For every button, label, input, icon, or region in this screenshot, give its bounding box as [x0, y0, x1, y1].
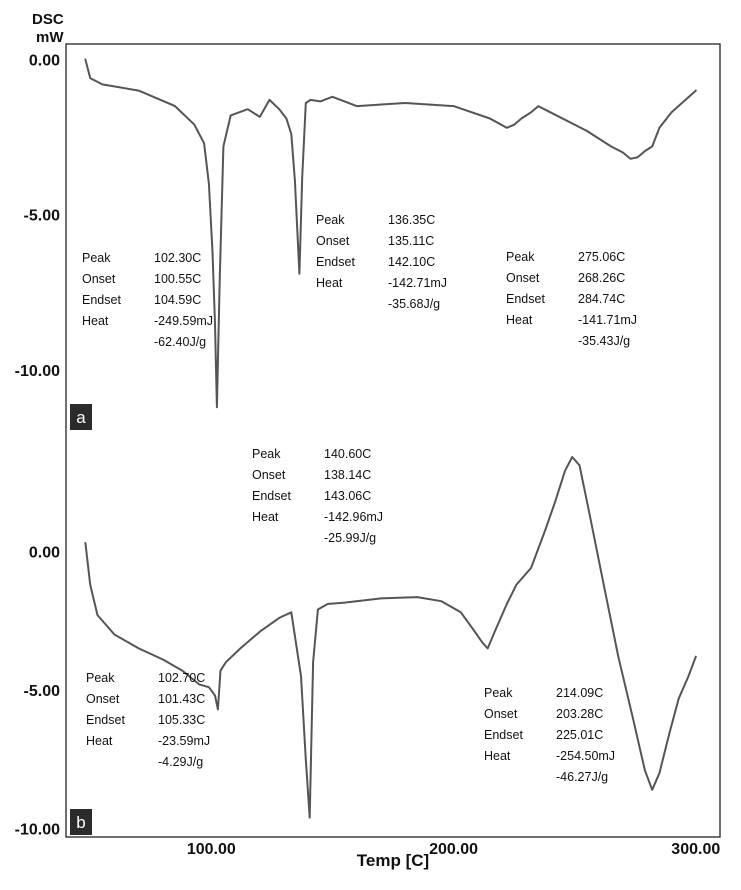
annotation-key: Endset [316, 255, 355, 269]
annotation-value: 102.70C [158, 671, 206, 685]
y-tick-label: -10.00 [14, 821, 60, 839]
annotation-value: -141.71mJ [578, 313, 638, 327]
annotation-value: 268.26C [578, 271, 626, 285]
annotation-key: Heat [506, 313, 533, 327]
annotation-key: Peak [316, 213, 345, 227]
annotation-value: -4.29J/g [158, 755, 204, 769]
annotation-key: Onset [82, 272, 116, 286]
annotation-key: Peak [506, 250, 535, 264]
annotation-key: Endset [484, 728, 523, 742]
annotation-key: Onset [506, 271, 540, 285]
annotation-value: -46.27J/g [556, 770, 609, 784]
y-tick-label: -5.00 [23, 682, 60, 700]
annotation-value: -25.99J/g [324, 531, 377, 545]
annotation-key: Heat [316, 276, 343, 290]
y-tick-label: 0.00 [28, 544, 60, 562]
annotation-value: -142.71mJ [388, 276, 448, 290]
annotation-value: 142.10C [388, 255, 436, 269]
annotation-key: Peak [86, 671, 115, 685]
annotation-value: 135.11C [388, 234, 435, 248]
annotation-value: 102.30C [154, 251, 202, 265]
panel-a [15, 53, 696, 430]
annotation-value: 104.59C [154, 293, 202, 307]
annotation-value: 105.33C [158, 713, 206, 727]
annotation-key: Onset [252, 468, 286, 482]
panel-badge-a [70, 404, 92, 430]
annotation-value: -62.40J/g [154, 335, 207, 349]
x-tick-labels [187, 841, 720, 858]
annotation-value: -249.59mJ [154, 314, 214, 328]
annotation-key: Peak [82, 251, 111, 265]
annotation-key: Endset [252, 489, 291, 503]
peak-annotation-a1 [82, 251, 213, 349]
panel-b [15, 447, 696, 839]
annotation-value: 136.35C [388, 213, 436, 227]
x-axis-title: Temp [C] [356, 851, 430, 870]
annotation-key: Onset [484, 707, 518, 721]
annotation-key: Onset [86, 692, 120, 706]
panel-badge-b [70, 809, 92, 835]
x-tick-label: 100.00 [186, 841, 236, 858]
annotation-key: Heat [86, 734, 113, 748]
x-tick-label: 200.00 [429, 841, 479, 858]
annotation-key: Onset [316, 234, 350, 248]
annotation-key: Endset [82, 293, 121, 307]
y-unit-bottom: mW [36, 29, 64, 46]
peak-annotation-b3 [484, 686, 615, 784]
annotation-value: 225.01C [556, 728, 604, 742]
annotation-key: Endset [86, 713, 125, 727]
x-tick-label: 300.00 [671, 841, 721, 858]
annotation-value: -142.96mJ [324, 510, 384, 524]
panel-badge-label: a [76, 408, 86, 427]
annotation-value: 140.60C [324, 447, 372, 461]
peak-annotation-a3 [506, 250, 637, 348]
annotation-key: Peak [252, 447, 281, 461]
annotation-value: 100.55C [154, 272, 202, 286]
annotation-value: 284.74C [578, 292, 626, 306]
annotation-value: 203.28C [556, 707, 604, 721]
annotation-value: 143.06C [324, 489, 372, 503]
annotation-key: Endset [506, 292, 545, 306]
annotation-value: -23.59mJ [158, 734, 211, 748]
annotation-value: -35.43J/g [578, 334, 631, 348]
annotation-value: 101.43C [158, 692, 206, 706]
peak-annotation-a2 [316, 213, 447, 311]
annotation-key: Peak [484, 686, 513, 700]
annotation-value: 138.14C [324, 468, 372, 482]
annotation-key: Heat [82, 314, 109, 328]
annotation-value: -35.68J/g [388, 297, 441, 311]
y-tick-label: -10.00 [14, 362, 60, 380]
annotation-key: Heat [484, 749, 511, 763]
peak-annotation-b2 [252, 447, 383, 545]
y-tick-label: 0.00 [28, 52, 60, 70]
y-unit-top: DSC [32, 11, 64, 28]
panel-badge-label: b [76, 813, 86, 832]
annotation-value: 275.06C [578, 250, 626, 264]
annotation-key: Heat [252, 510, 279, 524]
annotation-value: -254.50mJ [556, 749, 616, 763]
y-tick-label: -5.00 [23, 207, 60, 225]
peak-annotation-b1 [86, 671, 210, 769]
annotation-value: 214.09C [556, 686, 604, 700]
